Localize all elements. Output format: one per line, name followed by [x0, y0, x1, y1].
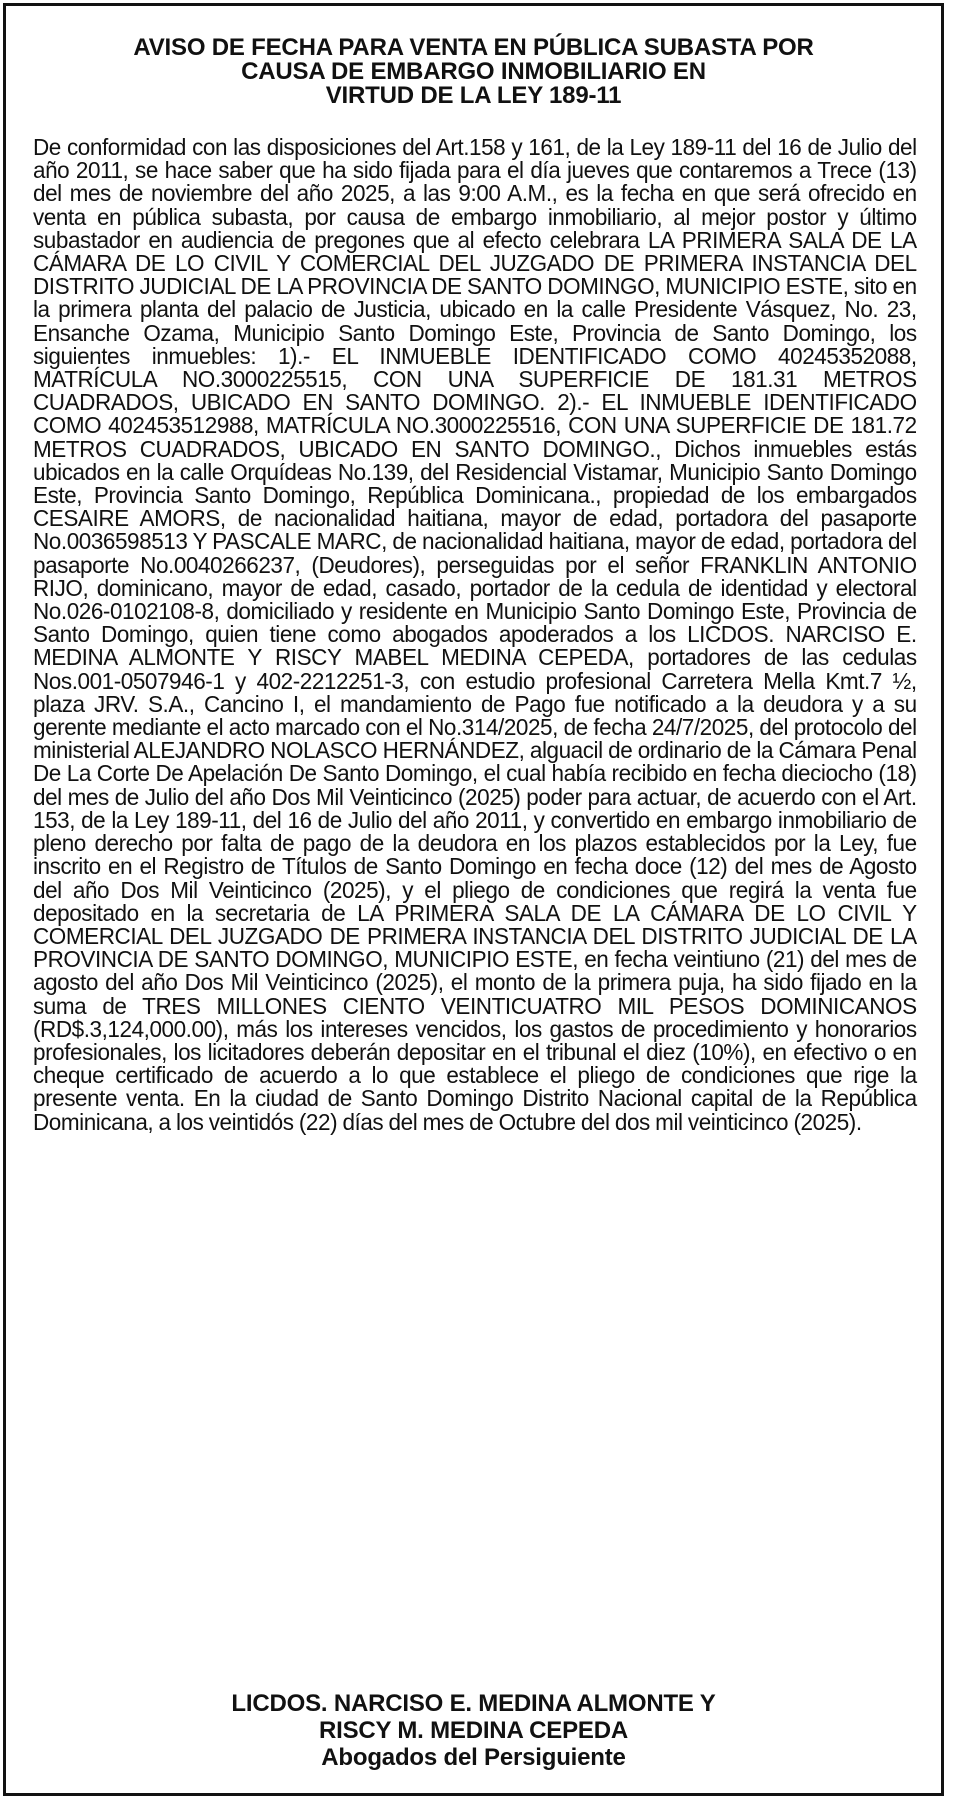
notice-body: De conformidad con las disposiciones del Art.158 y 161, de la Ley 189-11 del 16 de Julio del año 2011, se hace saber que ha sido fijada para el día jueves que contaremos a Trece (13) del mes de noviembre del año 2025, a las 9:00 A.M., es la fecha en que será ofrecido en venta en pública subasta, por causa de embargo inmobiliario, al mejor postor y último subastador en audiencia de pregones que al efecto celebrara LA PRIMERA SALA DE LA CÁMARA DE LO CIVIL Y COMERCIAL DEL JUZGADO DE PRIMERA INSTANCIA DEL DISTRITO JUDICIAL DE LA PROVINCIA DE SANTO DOMINGO, MUNICIPIO ESTE, sito en la primera planta del palacio de Justicia, ubicado en la calle Presidente Vásquez, No. 23, Ensanche Ozama, Municipio Santo Domingo Este, Provincia de Santo Domingo, los siguientes inmuebles: 1).- EL INMUEBLE IDENTIFICADO COMO 40245352088, MATRÍCULA NO.3000225515, CON UNA SUPERFICIE DE 181.31 METROS CUADRADOS, UBICADO EN SANTO DOMINGO. 2).- EL INMUEBLE IDENTIFICADO COMO 402453512988, MATRÍCULA NO.3000225516, CON UNA SUPERFICIE DE 181.72 METROS CUADRADOS, UBICADO EN SANTO DOMINGO., Dichos inmuebles estás ubicados en la calle Orquídeas No.139, del Residencial Vistamar, Municipio Santo Domingo Este, Provincia Santo Domingo, República Dominicana., propiedad de los embargados CESAIRE AMORS, de nacionalidad haitiana, mayor de edad, portadora del pasaporte No.0036598513 Y PASCALE MARC, de nacionalidad haitiana, mayor de edad, portadora del pasaporte No.0040266237, (Deudores), perseguidas por el señor FRANKLIN ANTONIO RIJO, dominicano, mayor de edad, casado, portador de la cedula de identidad y electoral No.026-0102108-8, domiciliado y residente en Municipio Santo Domingo Este, Provincia de Santo Domingo, quien tiene como abogados apoderados a los LICDOS. NARCISO E. MEDINA ALMONTE Y RISCY MABEL MEDINA CEPEDA, portadores de las cedulas Nos.001-0507946-1 y 402-2212251-3, con estudio profesional Carretera Mella Kmt.7 ½, plaza JRV. S.A., Cancino I, el mandamiento de Pago fue notificado a la deudora y a su gerente mediante el acto marcado con el No.314/2025, de fecha 24/7/2025, del protocolo del ministerial ALEJANDRO NOLASCO HERNÁNDEZ, alguacil de ordinario de la Cámara Penal De La Corte De Apelación De Santo Domingo, el cual había recibido en fecha dieciocho (18) del mes de Julio del año Dos Mil Veinticinco (2025) poder para actuar, de acuerdo con el Art. 153, de la Ley 189-11, del 16 de Julio del año 2011, y convertido en embargo inmobiliario de pleno derecho por falta de pago de la deudora en los plazos establecidos por la Ley, fue inscrito en el Registro de Títulos de Santo Domingo en fecha doce (12) del mes de Agosto del año Dos Mil Veinticinco (2025), y el pliego de condiciones que regirá la venta fue depositado en la secretaria de LA PRIMERA SALA DE LA CÁMARA DE LO CIVIL Y COMERCIAL DEL JUZGADO DE PRIMERA INSTANCIA DEL DISTRITO JUDICIAL DE LA PROVINCIA DE SANTO DOMINGO, MUNICIPIO ESTE, en fecha veintiuno (21) del mes de agosto del año Dos Mil Veinticinco (2025), el monto de la primera puja, ha sido fijado en la suma de TRES MILLONES CIENTO VEINTICUATRO MIL PESOS DOMINICANOS (RD$.3,124,000.00), más los intereses vencidos, los gastos de procedimiento y honorarios profesionales, los licitadores deberán depositar en el tribunal el diez (10%), en efectivo o en cheque certificado de acuerdo a lo que establece el pliego de condiciones que rige la presente venta. En la ciudad de Santo Domingo Distrito Nacional capital de la República Dominicana, a los veintidós (22) días del mes de Octubre del dos mil veinticinco (2025).: [33, 134, 917, 1135]
title-line-3: VIRTUD DE LA LEY 189-11: [325, 82, 622, 109]
title-line-2: CAUSA DE EMBARGO INMOBILIARIO EN: [241, 58, 706, 85]
signature-line-2: RISCY M. MEDINA CEPEDA: [319, 1717, 628, 1744]
legal-notice: [3, 3, 944, 1796]
signature-line-3: Abogados del Persiguiente: [321, 1744, 626, 1771]
signature-block: [6, 1690, 941, 1771]
notice-title: [36, 36, 911, 108]
title-line-1: AVISO DE FECHA PARA VENTA EN PÚBLICA SUBASTA POR: [133, 34, 814, 61]
signature-line-1: LICDOS. NARCISO E. MEDINA ALMONTE Y: [231, 1690, 716, 1717]
